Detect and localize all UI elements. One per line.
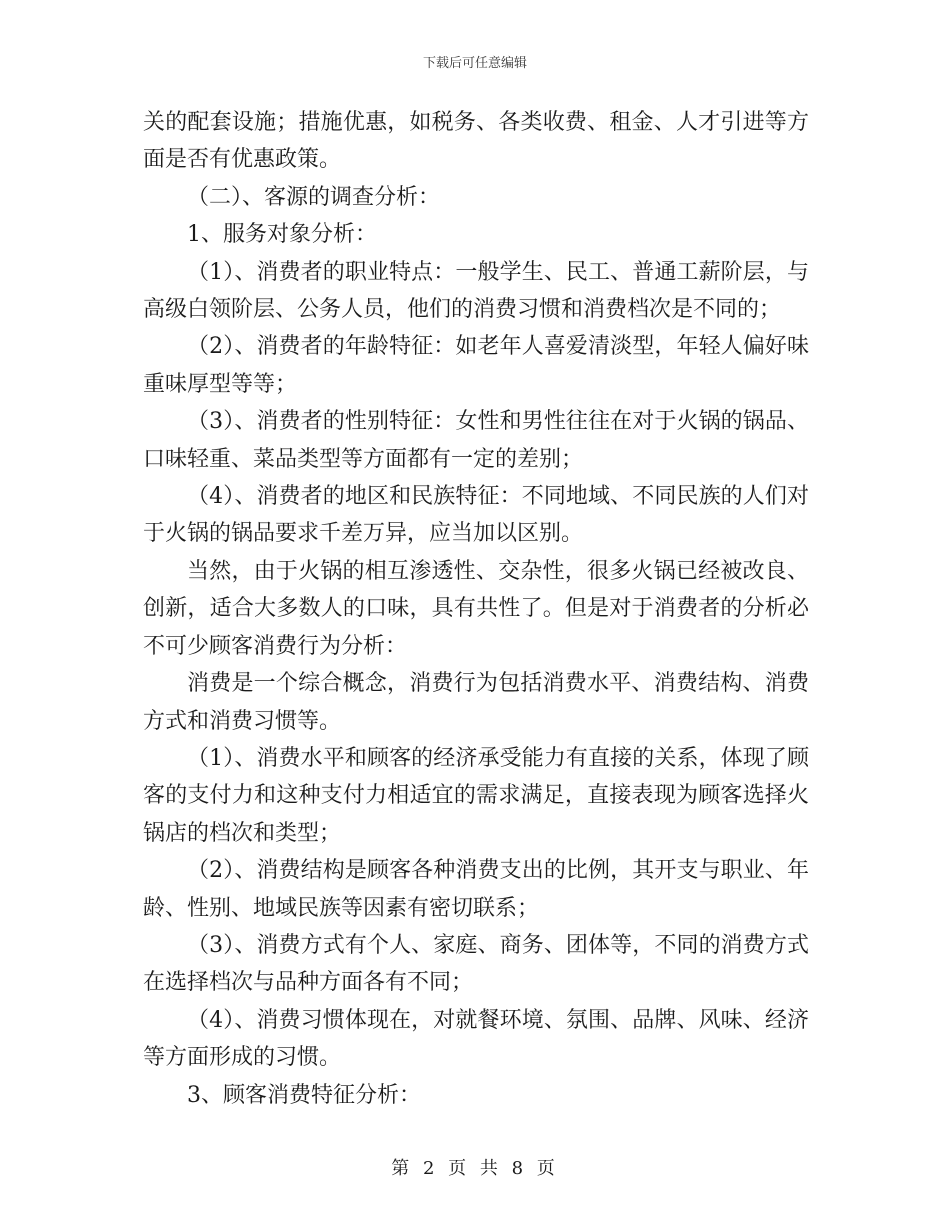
paragraph: （2）、消费结构是顾客各种消费支出的比例，其开支与职业、年龄、性别、地域民族等因素有密切联系； <box>143 858 809 921</box>
subsection-heading: 1、服务对象分析： <box>187 222 377 248</box>
page-header: 下载后可任意编辑 <box>422 56 527 71</box>
paragraph: 关的配套设施；措施优惠，如税务、各类收费、租金、人才引进等方面是否有优惠政策。 <box>143 110 809 173</box>
paragraph: （1）、消费水平和顾客的经济承受能力有直接的关系，体现了顾客的支付力和这种支付力相适宜的需求满足，直接表现为顾客选择火锅店的档次和类型； <box>143 745 809 846</box>
paragraph: （3）、消费方式有个人、家庭、商务、团体等，不同的消费方式在选择档次与品种方面各有不同； <box>143 932 809 996</box>
paragraph: （4）、消费者的地区和民族特征：不同地域、不同民族的人们对于火锅的锅品要求千差万异，应当加以区别。 <box>143 484 809 547</box>
section-heading: （二）、客源的调查分析： <box>187 184 441 210</box>
paragraph: （2）、消费者的年龄特征：如老年人喜爱清淡型，年轻人偏好味重味厚型等等； <box>143 334 809 397</box>
paragraph: （1）、消费者的职业特点：一般学生、民工、普通工薪阶层，与高级白领阶层、公务人员，他们的消费习惯和消费档次是不同的； <box>143 259 809 323</box>
paragraph: （3）、消费者的性别特征：女性和男性往往在对于火锅的锅品、口味轻重、菜品类型等方面都有一定的差别； <box>143 409 809 472</box>
subsection-heading: 3、顾客消费特征分析： <box>187 1082 421 1108</box>
document-body <box>143 104 809 1114</box>
paragraph: 当然，由于火锅的相互渗透性、交杂性，很多火锅已经被改良、创新，适合大多数人的口味，具有共性了。但是对于消费者的分析必不可少顾客消费行为分析： <box>143 558 809 659</box>
paragraph: （4）、消费习惯体现在，对就餐环境、氛围、品牌、风味、经济等方面形成的习惯。 <box>143 1007 809 1071</box>
paragraph: 消费是一个综合概念，消费行为包括消费水平、消费结构、消费方式和消费习惯等。 <box>143 671 809 734</box>
page-number: 第 2 页 共 8 页 <box>391 1158 559 1179</box>
